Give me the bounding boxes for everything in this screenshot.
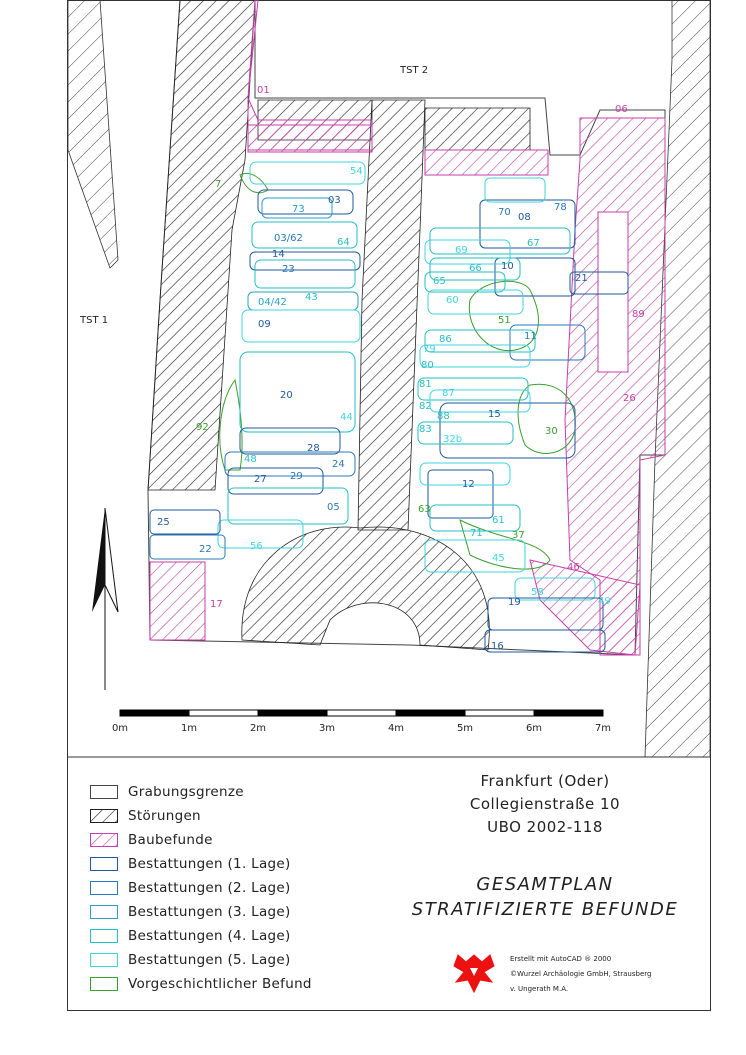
- burial-number: 80: [421, 360, 434, 371]
- burial-number: 03: [328, 195, 341, 206]
- burial-number: 21: [575, 273, 588, 284]
- legend-label: Bestattungen (3. Lage): [128, 904, 291, 920]
- legend-item: [90, 878, 291, 898]
- burial-number: 67: [527, 238, 540, 249]
- burial-number: 19: [508, 597, 521, 608]
- burial-number: 64: [337, 237, 350, 248]
- legend-label: Baubefunde: [128, 832, 213, 848]
- disturbance-west: [148, 0, 255, 490]
- legend-label: Bestattungen (1. Lage): [128, 856, 291, 872]
- burial-number: 08: [518, 212, 531, 223]
- burial-number: 61: [492, 515, 505, 526]
- burial-number: 63: [418, 504, 431, 515]
- burial-number: 15: [488, 409, 501, 420]
- scale-tick: 5m: [456, 723, 474, 734]
- burial-08: [485, 178, 545, 202]
- north-arrow-icon: [92, 508, 118, 690]
- label-tst2: TST 2: [400, 65, 429, 76]
- credit-company: ©Wurzel Archäologie GmbH, Strausberg: [510, 970, 652, 978]
- legend-item: [90, 950, 291, 970]
- scale-tick: 0m: [111, 723, 129, 734]
- legend-swatch: [90, 833, 118, 847]
- disturbance-south: [242, 527, 490, 650]
- prehistoric-number: 51: [498, 315, 511, 326]
- structure-89-void: [598, 212, 628, 372]
- prehistoric-number: 7: [215, 179, 222, 190]
- burial-number: 66: [469, 263, 482, 274]
- burial-60: [428, 290, 523, 314]
- structure-number: 06: [615, 104, 628, 115]
- burial-number: 16: [491, 641, 504, 652]
- burial-number: 11: [524, 331, 537, 342]
- burial-number: 83: [419, 424, 432, 435]
- burial-83: [418, 422, 513, 444]
- burial-79: [420, 345, 530, 367]
- burial-number: 03/62: [274, 233, 303, 244]
- plan-subheading: STRATIFIZIERTE BEFUNDE: [411, 899, 679, 920]
- burial-54: [250, 162, 365, 184]
- burial-23: [255, 260, 355, 288]
- structure-17: [150, 562, 205, 640]
- legend-item: [90, 854, 291, 874]
- scale-tick: 3m: [318, 723, 336, 734]
- structure-wall-north: [248, 125, 372, 152]
- legend-swatch: [90, 881, 118, 895]
- burial-number: 79: [423, 344, 436, 355]
- burial-number: 82: [419, 401, 432, 412]
- scale-tick: 2m: [249, 723, 267, 734]
- burial-12: [428, 470, 493, 518]
- burial-67: [430, 228, 570, 254]
- legend-swatch: [90, 929, 118, 943]
- burial-number: 69: [455, 245, 468, 256]
- legend-item: [90, 782, 244, 802]
- burial-number: 65: [433, 276, 446, 287]
- prehistoric-number: 30: [545, 426, 558, 437]
- disturbance-center: [358, 100, 425, 530]
- legend-item: [90, 902, 291, 922]
- legend-swatch: [90, 809, 118, 823]
- burial-number: 28: [307, 443, 320, 454]
- legend-label: Bestattungen (2. Lage): [128, 880, 291, 896]
- burial-number: 32b: [443, 434, 463, 445]
- burial-number: 09: [258, 319, 271, 330]
- company-logo-icon: [454, 955, 494, 992]
- structure-number: 26: [623, 393, 636, 404]
- burial-number: 58: [531, 587, 544, 598]
- scale-bar: [120, 710, 603, 716]
- burial-number: 29: [290, 471, 303, 482]
- label-tst1: TST 1: [80, 315, 109, 326]
- legend-label: Grabungsgrenze: [128, 784, 244, 800]
- structure-east-north: [425, 150, 548, 175]
- burial-number: 54: [350, 166, 363, 177]
- structure-number: 01: [257, 85, 270, 96]
- burial-number: 43: [305, 292, 318, 303]
- burial-number: 20: [280, 390, 293, 401]
- burial-number: 22: [199, 544, 212, 555]
- burial-number: 14: [272, 249, 285, 260]
- scale-tick: 1m: [180, 723, 198, 734]
- burial-number: 73: [292, 204, 305, 215]
- burial-number: 45: [492, 553, 505, 564]
- burial-number: 27: [254, 474, 267, 485]
- credit-author: v. Ungerath M.A.: [510, 985, 569, 993]
- structure-number: 46: [567, 562, 580, 573]
- legend-label: Bestattungen (4. Lage): [128, 928, 291, 944]
- legend-swatch: [90, 785, 118, 799]
- scale-tick: 4m: [387, 723, 405, 734]
- burial-number: 81: [419, 379, 432, 390]
- legend-item: [90, 926, 291, 946]
- legend-label: Vorgeschichtlicher Befund: [128, 976, 312, 992]
- burial-number: 25: [157, 517, 170, 528]
- burial-81: [418, 378, 528, 400]
- scale-tick: 7m: [594, 723, 612, 734]
- structure-number: 17: [210, 599, 223, 610]
- legend-item: [90, 974, 312, 994]
- prehistoric-number: 92: [196, 422, 209, 433]
- legend-item: [90, 830, 213, 850]
- burial-number: 44: [340, 412, 353, 423]
- burial-number: 60: [446, 295, 459, 306]
- burial-number: 05: [327, 502, 340, 513]
- structure-number: 89: [632, 309, 645, 320]
- credit-software: Erstellt mit AutoCAD ® 2000: [510, 955, 612, 963]
- burial-14: [250, 252, 360, 270]
- burial-number: 48: [244, 454, 257, 465]
- burial-number: 87: [442, 388, 455, 399]
- legend-label: Bestattungen (5. Lage): [128, 952, 291, 968]
- legend-label: Störungen: [128, 808, 201, 824]
- burial-number: 86: [439, 334, 452, 345]
- burial-number: 04/42: [258, 297, 287, 308]
- title-street: Collegienstraße 10: [469, 795, 621, 813]
- scale-ticks: [112, 723, 611, 734]
- burial-20: [240, 352, 355, 432]
- legend-swatch: [90, 905, 118, 919]
- burial-number: 88: [437, 411, 450, 422]
- legend-swatch: [90, 857, 118, 871]
- burial-22: [150, 535, 225, 559]
- burial-number: 70: [498, 207, 511, 218]
- prehistoric-number: 37: [512, 530, 525, 541]
- legend-swatch: [90, 953, 118, 967]
- legend-swatch: [90, 977, 118, 991]
- left-wall-hatching: [68, 0, 118, 268]
- burial-number: 56: [250, 541, 263, 552]
- burial-number: 78: [554, 202, 567, 213]
- title-city: Frankfurt (Oder): [480, 772, 610, 790]
- scale-tick: 6m: [525, 723, 543, 734]
- burial-number: 12: [462, 479, 475, 490]
- burial-number: 71: [470, 528, 483, 539]
- disturbance-north-east: [425, 108, 530, 150]
- title-project-number: UBO 2002-118: [487, 818, 603, 836]
- burial-number: 24: [332, 459, 345, 470]
- plan-heading: GESAMTPLAN: [476, 874, 614, 895]
- prehistoric-92: [220, 380, 242, 470]
- burial-number: 49: [598, 596, 611, 607]
- burial-27: [228, 468, 323, 494]
- legend-item: [90, 806, 201, 826]
- burial-number: 10: [501, 261, 514, 272]
- burial-number: 23: [282, 264, 295, 275]
